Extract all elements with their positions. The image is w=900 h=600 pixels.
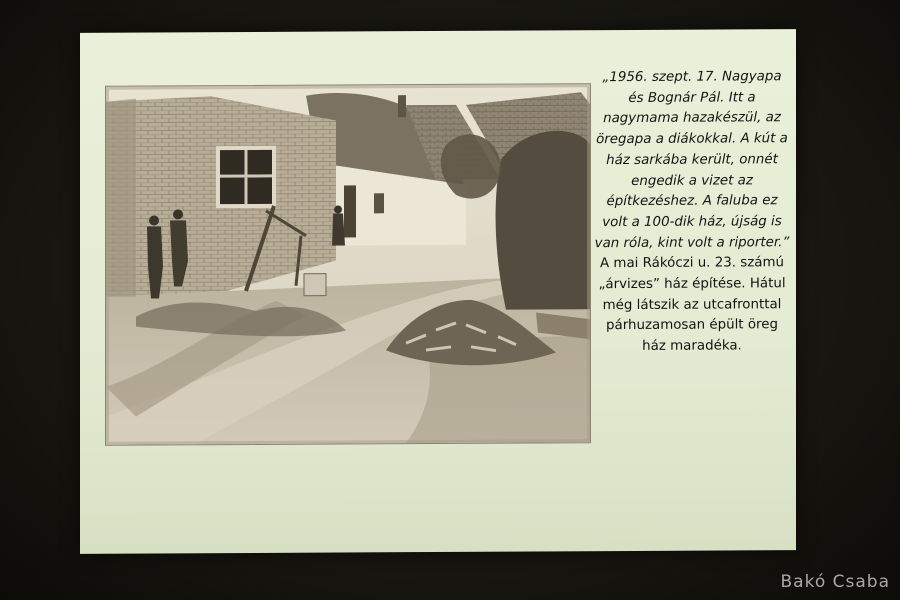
brick-corner-shadow bbox=[106, 99, 136, 297]
caption-description: A mai Rákóczi u. 23. számú „árvizes” ház építése. Hátul még látszik az utcafronttal párhuzamosan épült öreg ház maradéka. bbox=[598, 255, 786, 355]
slide-caption bbox=[594, 67, 790, 358]
house-construction-photo bbox=[106, 84, 590, 445]
caption-quote: „1956. szept. 17. Nagyapa és Bognár Pál. Itt a nagymama hazakészül, az öregapa a diákokkal. A kút a ház sarkába került, onnét engedik a vizet az építkezéshez. A faluba ez volt a 100-dik ház, újság is van róla, kint volt a riporter.” bbox=[594, 69, 790, 251]
bucket bbox=[304, 274, 326, 296]
projection-screen bbox=[80, 29, 796, 554]
tree-haystack bbox=[496, 131, 590, 310]
historical-photograph bbox=[105, 83, 591, 446]
photographer-watermark: Bakó Csaba bbox=[780, 572, 890, 592]
old-house-door bbox=[344, 185, 356, 237]
chimney bbox=[398, 95, 406, 117]
old-house-window bbox=[374, 193, 384, 213]
